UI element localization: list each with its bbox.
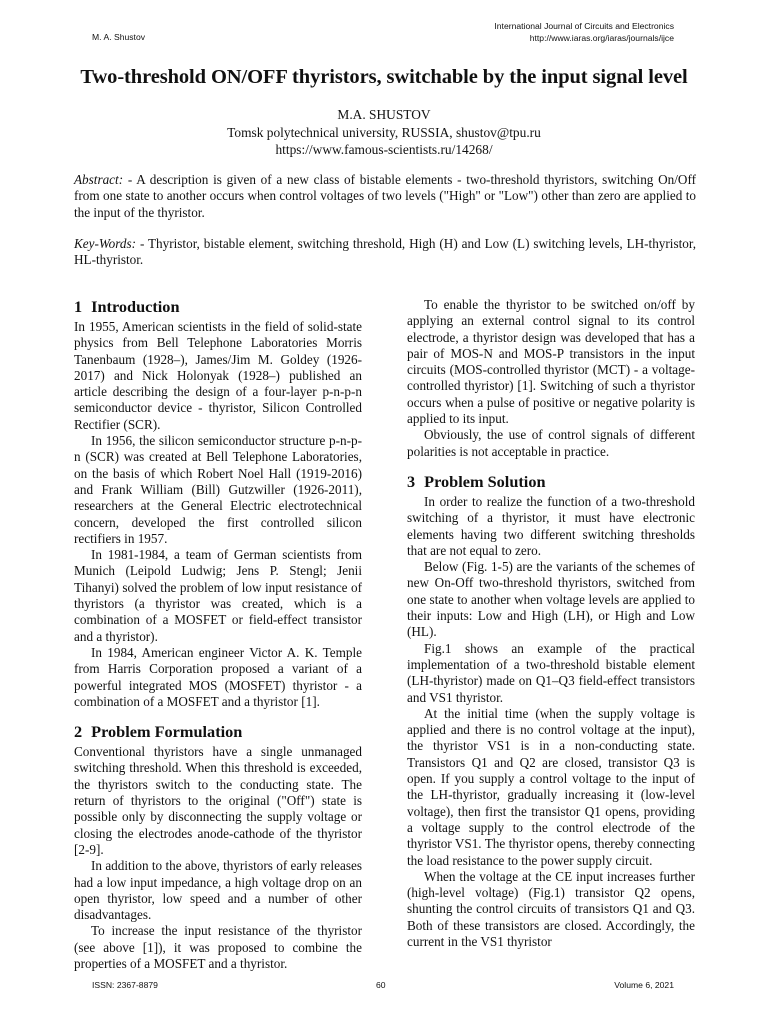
paragraph: Obviously, the use of control signals of different polarities is not acceptable in practice. — [407, 427, 695, 459]
keywords — [74, 236, 696, 269]
paragraph: In 1955, American scientists in the field of solid-state physics from Bell Telephone Laboratories Morris Tanenbaum (1928–), James/Jim M. Goldey (1926-2017) and Nick Holonyak (1928–) published an article describing the design of a four-layer p-n-p-n semiconductor device - thyristor, Silicon Controlled Rectifier (SCR). — [74, 319, 362, 432]
header-author: M. A. Shustov — [92, 32, 146, 42]
paragraph: To enable the thyristor to be switched on/off by applying an external control signal to its control electrode, a thyristor design was developed that has a pair of MOS-N and MOS-P transistors in the input circuits (MOS-controlled thyristor (MCT) - a voltage-controlled thyristor) [1]. Switching of such a thyristor occurs when a pulse of positive or negative polarity is applied to its input. — [407, 297, 695, 427]
paragraph: In 1981-1984, a team of German scientists from Munich (Leipold Ludwig; Jens P. Stengl; Jenii Tihanyi) solved the problem of low input resistance of thyristors (a thyristor was created, which is a combination of a MOSFET or field-effect transistor and a thyristor). — [74, 547, 362, 644]
abstract-text: - A description is given of a new class of bistable elements - two-threshold thyristors, switching On/Off from one state to another occurs when control voltages of two levels ("High" or "Low") other than zero are applied to the input of the thyristor. — [74, 172, 696, 220]
paragraph: In 1984, American engineer Victor A. K. Temple from Harris Corporation proposed a variant of a powerful integrated MOS (MOSFET) thyristor - a combination of a MOSFET and a thyristor [1]. — [74, 644, 362, 709]
paragraph: Fig.1 shows an example of the practical implementation of a two-threshold bistable element (LH-thyristor) made on Q1–Q3 field-effect transistors and VS1 thyristor. — [407, 640, 695, 705]
footer-issn: ISSN: 2367-8879 — [92, 980, 158, 990]
paragraph: In 1956, the silicon semiconductor structure p-n-p-n (SCR) was created at Bell Telephone Laboratories, on the basis of which Robert Noel Hall (1919-2016) and Frank William (Bill) Gutzwiller (1926-2011), researchers at the General Electric electrotechnical concern, developed the first controlled silicon rectifiers in 1957. — [74, 433, 362, 546]
keywords-text: - Thyristor, bistable element, switching threshold, High (H) and Low (L) switching levels, LH-thyristor, HL-thyristor. — [74, 236, 696, 268]
section-heading-problem-formulation: 2 Problem Formulation — [74, 722, 243, 742]
abstract — [74, 172, 696, 221]
paragraph: Below (Fig. 1-5) are the variants of the schemes of new On-Off two-threshold thyristors, switched from one state to another when voltage levels are applied to their inputs: Low and High (LH), or High and Low (HL). — [407, 559, 695, 640]
paragraph: To increase the input resistance of the thyristor (see above [1]), it was proposed to combine the properties of a MOSFET and a thyristor. — [74, 923, 362, 971]
footer-volume: Volume 6, 2021 — [614, 980, 674, 990]
section-heading-introduction: 1 Introduction — [74, 297, 180, 316]
abstract-label: Abstract: — [74, 172, 124, 187]
section-heading-problem-solution: 3 Problem Solution — [407, 471, 546, 491]
footer-page-number: 60 — [376, 980, 386, 990]
left-column — [74, 297, 362, 972]
paragraph: When the voltage at the CE input increases further (high-level voltage) (Fig.1) transistor Q2 opens, shunting the control circuits of transistors Q1 and Q3. Both of these transistors are closed. Accordingly, the current in the VS1 thyristor — [407, 868, 695, 949]
paper-title: Two-threshold ON/OFF thyristors, switchable by the input signal level — [80, 66, 688, 88]
paragraph: In addition to the above, thyristors of early releases had a low input impedance, a high voltage drop on an open thyristor, low speed and a number of other disadvantages. — [74, 858, 362, 923]
author-block — [74, 106, 694, 159]
paragraph: At the initial time (when the supply voltage is applied and there is no control voltage at the input), the thyristor VS1 is in a non-conducting state. Transistors Q1 and Q2 are closed, transistor Q3 is open. If you supply a control voltage to the input of the LH-thyristor, gradually increasing it (low-level voltage), then first the transistor Q1 opens, providing a voltage supply to the control electrode of the thyristor VS1. The thyristor opens, thereby connecting the load resistance to the power supply circuit. — [407, 705, 695, 868]
paragraph: Conventional thyristors have a single unmanaged switching threshold. When this threshold is exceeded, the thyristors switch to the conducting state. The return of thyristors to the original ("Off") state is possible only by disconnecting the supply voltage or closing the electrodes anode-cathode of the thyristor [2-9]. — [74, 744, 362, 857]
author-name: M.A. SHUSTOV — [337, 107, 431, 122]
keywords-label: Key-Words: — [74, 236, 137, 251]
author-website[interactable]: https://www.famous-scientists.ru/14268/ — [275, 142, 493, 157]
right-column — [407, 297, 695, 950]
header-journal-block — [494, 20, 674, 44]
header-journal-name: International Journal of Circuits and Electronics — [494, 21, 674, 31]
header-journal-url[interactable]: http://www.iaras.org/iaras/journals/ijce — [529, 33, 674, 43]
paragraph: In order to realize the function of a two-threshold switching of a thyristor, it must have electronic elements having two different switching thresholds that are not equal to zero. — [407, 493, 695, 558]
author-affiliation: Tomsk polytechnical university, RUSSIA, shustov@tpu.ru — [227, 124, 541, 140]
